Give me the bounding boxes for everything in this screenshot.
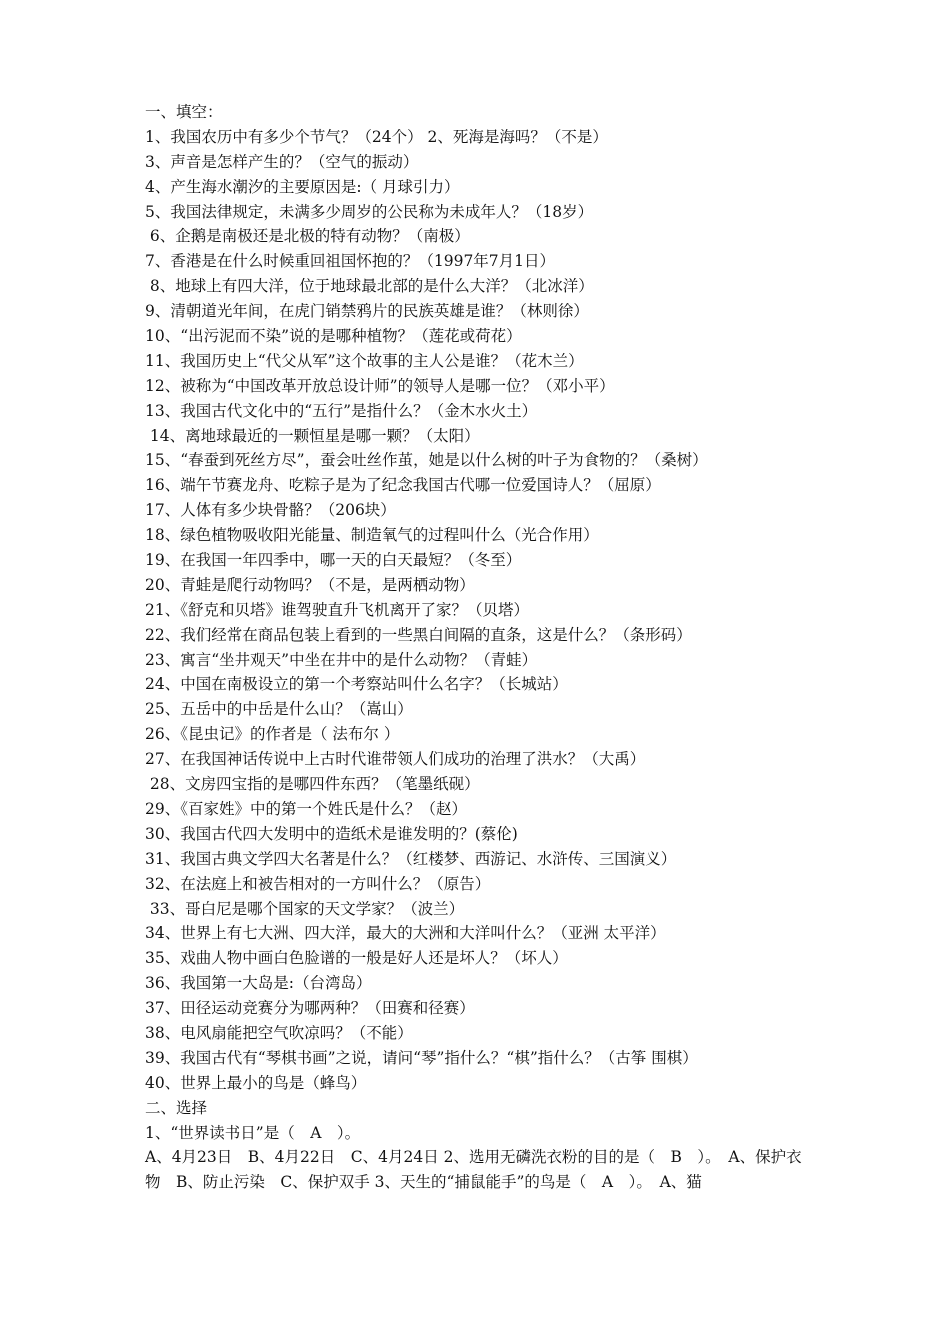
qa-item: 19、在我国一年四季中，哪一天的白天最短？（冬至） [145, 551, 522, 570]
qa-item: 34、世界上有七大洲、四大洋，最大的大洲和大洋叫什么？（亚洲 太平洋） [145, 924, 666, 943]
qa-list [145, 125, 815, 1096]
qa-item: 16、端午节赛龙舟、吃粽子是为了纪念我国古代哪一位爱国诗人？（屈原） [145, 476, 661, 495]
choice-question: 1、“世界读书日”是（ A ）。 [145, 1123, 361, 1142]
qa-item: 38、电风扇能把空气吹凉吗？（不能） [145, 1023, 413, 1042]
qa-item: 12、被称为“中国改革开放总设计师”的领导人是哪一位？（邓小平） [145, 376, 615, 395]
qa-item: 9、清朝道光年间，在虎门销禁鸦片的民族英雄是谁？（林则徐） [145, 302, 589, 321]
qa-item: 18、绿色植物吸收阳光能量、制造氧气的过程叫什么（光合作用） [145, 526, 599, 545]
qa-item: 40、世界上最小的鸟是（蜂鸟） [145, 1073, 367, 1092]
qa-item: 4、产生海水潮汐的主要原因是:（ 月球引力） [145, 177, 460, 196]
qa-item: 26、《昆虫记》的作者是（ 法布尔 ） [145, 725, 400, 744]
qa-item: 39、我国古代有“琴棋书画”之说，请问“琴”指什么？“棋”指什么？（古筝 围棋） [145, 1048, 698, 1067]
qa-item: 31、我国古典文学四大名著是什么？（红楼梦、西游记、水浒传、三国演义） [145, 849, 677, 868]
qa-item: 25、五岳中的中岳是什么山？（嵩山） [145, 700, 413, 719]
section-title-choice: 二、选择 [145, 1098, 208, 1117]
qa-item: 33、哥白尼是哪个国家的天文学家？（波兰） [145, 899, 465, 918]
qa-item: 3、声音是怎样产生的？（空气的振动） [145, 152, 419, 171]
qa-item: 6、企鹅是南极还是北极的特有动物？（南极） [145, 227, 470, 246]
qa-item: 17、人体有多少块骨骼？（206块） [145, 501, 396, 520]
qa-item: 1、我国农历中有多少个节气？（24个） 2、死海是海吗？（不是） [145, 127, 608, 146]
qa-item: 7、香港是在什么时候重回祖国怀抱的？（1997年7月1日） [145, 252, 556, 271]
qa-item: 13、我国古代文化中的“五行”是指什么？（金木水火土） [145, 401, 538, 420]
qa-item: 32、在法庭上和被告相对的一方叫什么？（原告） [145, 874, 491, 893]
qa-item: 36、我国第一大岛是:（台湾岛） [145, 974, 372, 993]
qa-item: 15、“春蚕到死丝方尽”，蚕会吐丝作茧，她是以什么树的叶子为食物的？（桑树） [145, 451, 708, 470]
qa-item: 8、地球上有四大洋，位于地球最北部的是什么大洋？（北冰洋） [145, 277, 594, 296]
qa-item: 24、中国在南极设立的第一个考察站叫什么名字？（长城站） [145, 675, 568, 694]
qa-item: 30、我国古代四大发明中的造纸术是谁发明的？(蔡伦) [145, 824, 518, 843]
qa-item: 21、《舒克和贝塔》谁驾驶直升飞机离开了家？（贝塔） [145, 600, 529, 619]
section-title-fill-blank: 一、填空： [145, 103, 223, 121]
qa-item: 37、田径运动竞赛分为哪两种？（田赛和径赛） [145, 999, 475, 1018]
document-page [145, 100, 815, 1195]
qa-item: 11、我国历史上“代父从军”这个故事的主人公是谁？（花木兰） [145, 351, 584, 370]
qa-item: 14、离地球最近的一颗恒星是哪一颗？（太阳） [145, 426, 480, 445]
qa-item: 29、《百家姓》中的第一个姓氏是什么？（赵） [145, 799, 467, 818]
qa-item: 10、“出污泥而不染”说的是哪种植物？（莲花或荷花） [145, 327, 522, 346]
qa-item: 5、我国法律规定，未满多少周岁的公民称为未成年人？（18岁） [145, 202, 594, 221]
qa-item: 35、戏曲人物中画白色脸谱的一般是好人还是坏人？（坏人） [145, 949, 568, 968]
qa-item: 28、文房四宝指的是哪四件东西？（笔墨纸砚） [145, 775, 480, 794]
qa-item: 27、在我国神话传说中上古时代谁带领人们成功的治理了洪水？（大禹） [145, 750, 646, 769]
qa-item: 20、青蛙是爬行动物吗？（不是，是两栖动物） [145, 575, 475, 594]
qa-item: 23、寓言“坐井观天”中坐在井中的是什么动物？（青蛙） [145, 650, 538, 669]
qa-item: 22、我们经常在商品包装上看到的一些黑白间隔的直条，这是什么？（条形码） [145, 625, 692, 644]
choice-paragraph: A、4月23日 B、4月22日 C、4月24日 2、选用无磷洗衣粉的目的是（ B ）。 A、保护衣物 B、防止污染 C、保护双手 3、天生的“捕鼠能手”的鸟是（ A ）。 A、猫 [145, 1148, 802, 1192]
